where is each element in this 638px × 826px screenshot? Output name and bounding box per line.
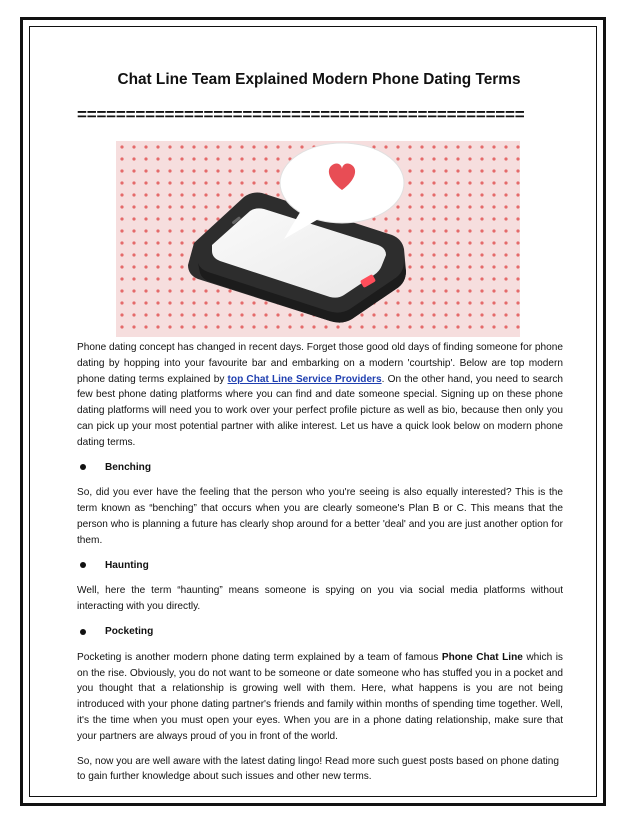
- intro-text-end: . On the other hand, you need to search few best phone dating platforms where you can find and date someone special. Signing up on these phone dating platforms will need you to work over your perfect profile picture as well as bio, because then only you can pick up your most potential partner with alike interest. Let us have a quick look below on modern phone dating terms.: [77, 373, 564, 448]
- phone-chat-line-term: Phone Chat Line: [441, 651, 523, 663]
- hero-image: [116, 141, 520, 337]
- bullet-icon: [80, 464, 86, 470]
- section-heading-benching: [77, 460, 563, 476]
- chat-line-providers-link[interactable]: top Chat Line Service Providers: [227, 373, 382, 385]
- bullet-icon: [80, 629, 86, 635]
- article-body: [77, 340, 563, 785]
- pocketing-paragraph: [77, 650, 563, 745]
- heading-label: Pocketing: [105, 625, 154, 637]
- intro-text-start: Phone dating concept has changed in recent days. Forget those good old days of finding someone for phone dating by hopping into your favourite bar and embarking on a modern 'courtship'. Below are top modern phone dating terms explained by: [77, 342, 563, 385]
- pocketing-text-start: Pocketing is another modern phone dating term explained by a team of famous: [77, 651, 442, 663]
- page-title: Chat Line Team Explained Modern Phone Dating Terms: [117, 71, 521, 88]
- haunting-paragraph: Well, here the term “haunting” means someone is spying on you via social media platforms without interacting with you directly.: [77, 585, 563, 613]
- heading-label: Benching: [105, 461, 151, 473]
- closing-paragraph: So, now you are well aware with the latest dating lingo! Read more such guest posts based on phone dating to gain further knowledge about such issues and other new terms.: [77, 755, 559, 783]
- intro-paragraph: [77, 340, 563, 451]
- section-heading-haunting: [77, 558, 563, 574]
- benching-paragraph: So, did you ever have the feeling that the person who you're seeing is also equally interested? This is the term known as “benching” that occurs when you are clearly someone's Plan B or C. This means that the person who is planning a future has clearly shop around for a better 'deal' and you are just another option for them.: [77, 487, 563, 546]
- section-heading-pocketing: [77, 624, 563, 640]
- heading-label: Haunting: [105, 559, 149, 571]
- title-separator: ==============================================: [77, 105, 525, 124]
- pocketing-text-end: which is on the rise. Obviously, you do not want to be someone or date someone who has stuffed you in a pocket and you thought that a relationship is growing well with them. Here, what happens is you are not being introduced with your phone dating partner's friends and family within months of spending time together. Well, it's the time when you must open your eyes. When you are in a phone dating relationship, make sure that your partners are always proud of you in front of the world.: [77, 651, 563, 742]
- bullet-icon: [80, 562, 86, 568]
